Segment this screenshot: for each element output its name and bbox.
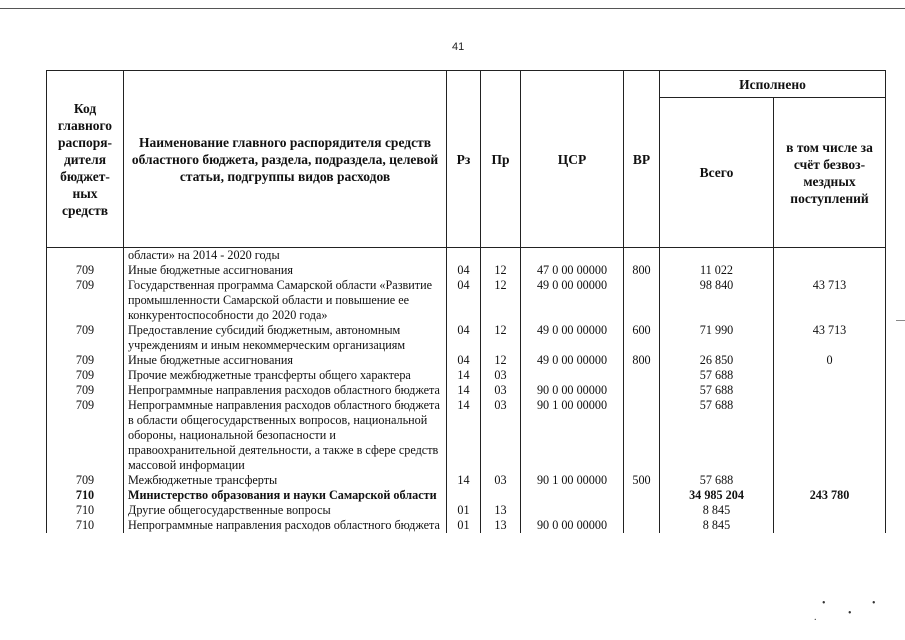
- cell-total: 57 688: [660, 473, 774, 488]
- table-row: [47, 383, 886, 398]
- cell-incl: [774, 518, 886, 533]
- cell-code: 709: [47, 398, 124, 473]
- cell-code: 709: [47, 278, 124, 323]
- cell-rz: [447, 248, 481, 264]
- header-rz: Рз: [447, 71, 481, 248]
- table-row: [47, 368, 886, 383]
- cell-total: 71 990: [660, 323, 774, 353]
- table-row: [47, 398, 886, 473]
- cell-pr: 03: [481, 398, 521, 473]
- cell-csr: 90 1 00 00000: [521, 398, 624, 473]
- header-vr: ВР: [624, 71, 660, 248]
- table-header: [47, 71, 886, 248]
- cell-vr: [624, 398, 660, 473]
- page-number: 41: [452, 41, 465, 53]
- cell-rz: 04: [447, 323, 481, 353]
- cell-incl: 43 713: [774, 323, 886, 353]
- cell-name: Иные бюджетные ассигнования: [124, 353, 447, 368]
- cell-pr: [481, 488, 521, 503]
- cell-csr: 49 0 00 00000: [521, 278, 624, 323]
- cell-vr: [624, 248, 660, 264]
- cell-name: Государственная программа Самарской области «Развитие промышленности Самарской области и повышение ее конкурентоспособности до 2020 года»: [124, 278, 447, 323]
- table-row: [47, 503, 886, 518]
- cell-csr: 90 0 00 00000: [521, 518, 624, 533]
- header-pr: Пр: [481, 71, 521, 248]
- header-total: Всего: [660, 98, 774, 248]
- cell-code: 709: [47, 383, 124, 398]
- cell-incl: [774, 473, 886, 488]
- cell-csr: 90 0 00 00000: [521, 383, 624, 398]
- cell-pr: 12: [481, 278, 521, 323]
- cell-pr: [481, 248, 521, 264]
- header-incl: в том числе за счёт безвоз-мездных поступлений: [774, 98, 886, 248]
- cell-incl: [774, 368, 886, 383]
- cell-total: 57 688: [660, 368, 774, 383]
- cell-code: 710: [47, 488, 124, 503]
- table-row: [47, 488, 886, 503]
- cell-csr: [521, 503, 624, 518]
- cell-pr: 12: [481, 353, 521, 368]
- cell-total: 8 845: [660, 518, 774, 533]
- cell-total: [660, 248, 774, 264]
- cell-vr: 500: [624, 473, 660, 488]
- cell-pr: 13: [481, 503, 521, 518]
- table-row: [47, 323, 886, 353]
- cell-vr: 800: [624, 353, 660, 368]
- scan-mark: •: [848, 608, 852, 619]
- cell-code: 709: [47, 353, 124, 368]
- cell-rz: 14: [447, 383, 481, 398]
- cell-name: Межбюджетные трансферты: [124, 473, 447, 488]
- cell-incl: [774, 383, 886, 398]
- cell-rz: 14: [447, 473, 481, 488]
- cell-vr: 600: [624, 323, 660, 353]
- cell-name: Министерство образования и науки Самарской области: [124, 488, 447, 503]
- cell-rz: 14: [447, 398, 481, 473]
- cell-rz: [447, 488, 481, 503]
- cell-name: Предоставление субсидий бюджетным, автономным учреждениям и иным некоммерческим организациям: [124, 323, 447, 353]
- cell-name: Иные бюджетные ассигнования: [124, 263, 447, 278]
- cell-total: 8 845: [660, 503, 774, 518]
- cell-code: 710: [47, 518, 124, 533]
- cell-code: 709: [47, 368, 124, 383]
- table-row: [47, 278, 886, 323]
- table-row: [47, 353, 886, 368]
- cell-pr: 03: [481, 368, 521, 383]
- cell-code: 710: [47, 503, 124, 518]
- cell-rz: 04: [447, 353, 481, 368]
- table-body: [47, 248, 886, 534]
- cell-incl: [774, 248, 886, 264]
- cell-total: 57 688: [660, 383, 774, 398]
- cell-rz: 14: [447, 368, 481, 383]
- table-row: [47, 518, 886, 533]
- cell-incl: [774, 503, 886, 518]
- cell-pr: 12: [481, 263, 521, 278]
- cell-pr: 03: [481, 383, 521, 398]
- table-row: [47, 473, 886, 488]
- cell-rz: 04: [447, 263, 481, 278]
- cell-csr: [521, 488, 624, 503]
- cell-total: 57 688: [660, 398, 774, 473]
- cell-name: Прочие межбюджетные трансферты общего характера: [124, 368, 447, 383]
- cell-rz: 01: [447, 518, 481, 533]
- cell-vr: [624, 278, 660, 323]
- cell-pr: 12: [481, 323, 521, 353]
- header-executed: Исполнено: [660, 71, 886, 98]
- cell-rz: 01: [447, 503, 481, 518]
- cell-total: 11 022: [660, 263, 774, 278]
- cell-csr: [521, 368, 624, 383]
- cell-total: 98 840: [660, 278, 774, 323]
- cell-incl: 43 713: [774, 278, 886, 323]
- budget-table: [46, 70, 886, 533]
- cell-code: 709: [47, 473, 124, 488]
- cell-total: 26 850: [660, 353, 774, 368]
- cell-name: Непрограммные направления расходов областного бюджета: [124, 518, 447, 533]
- cell-csr: 90 1 00 00000: [521, 473, 624, 488]
- cell-rz: 04: [447, 278, 481, 323]
- header-kod: Код главного распоря-дителя бюджет-ных средств: [47, 71, 124, 248]
- cell-name: Другие общегосударственные вопросы: [124, 503, 447, 518]
- scan-mark: [896, 320, 905, 321]
- cell-incl: 243 780: [774, 488, 886, 503]
- cell-csr: 49 0 00 00000: [521, 353, 624, 368]
- scan-mark: •: [872, 598, 876, 609]
- scan-mark: .: [814, 612, 817, 623]
- cell-incl: 0: [774, 353, 886, 368]
- cell-incl: [774, 263, 886, 278]
- table-row: [47, 248, 886, 264]
- top-rule: [0, 8, 905, 9]
- cell-code: 709: [47, 263, 124, 278]
- cell-csr: [521, 248, 624, 264]
- cell-name: Непрограммные направления расходов областного бюджета в области общегосударственных вопросов, национальной обороны, национальной безопасности и правоохранительной деятельности, а также в сфере средств массовой информации: [124, 398, 447, 473]
- cell-csr: 47 0 00 00000: [521, 263, 624, 278]
- cell-vr: [624, 503, 660, 518]
- cell-vr: [624, 488, 660, 503]
- cell-csr: 49 0 00 00000: [521, 323, 624, 353]
- cell-code: [47, 248, 124, 264]
- cell-vr: [624, 368, 660, 383]
- cell-vr: [624, 518, 660, 533]
- table-row: [47, 263, 886, 278]
- scan-mark: •: [822, 598, 826, 609]
- cell-incl: [774, 398, 886, 473]
- cell-pr: 03: [481, 473, 521, 488]
- header-name: Наименование главного распорядителя средств областного бюджета, раздела, подраздела, целевой статьи, подгруппы видов расходов: [124, 71, 447, 248]
- cell-total: 34 985 204: [660, 488, 774, 503]
- cell-vr: 800: [624, 263, 660, 278]
- cell-code: 709: [47, 323, 124, 353]
- cell-pr: 13: [481, 518, 521, 533]
- cell-vr: [624, 383, 660, 398]
- cell-name: Непрограммные направления расходов областного бюджета: [124, 383, 447, 398]
- header-csr: ЦСР: [521, 71, 624, 248]
- cell-name: области» на 2014 - 2020 годы: [124, 248, 447, 264]
